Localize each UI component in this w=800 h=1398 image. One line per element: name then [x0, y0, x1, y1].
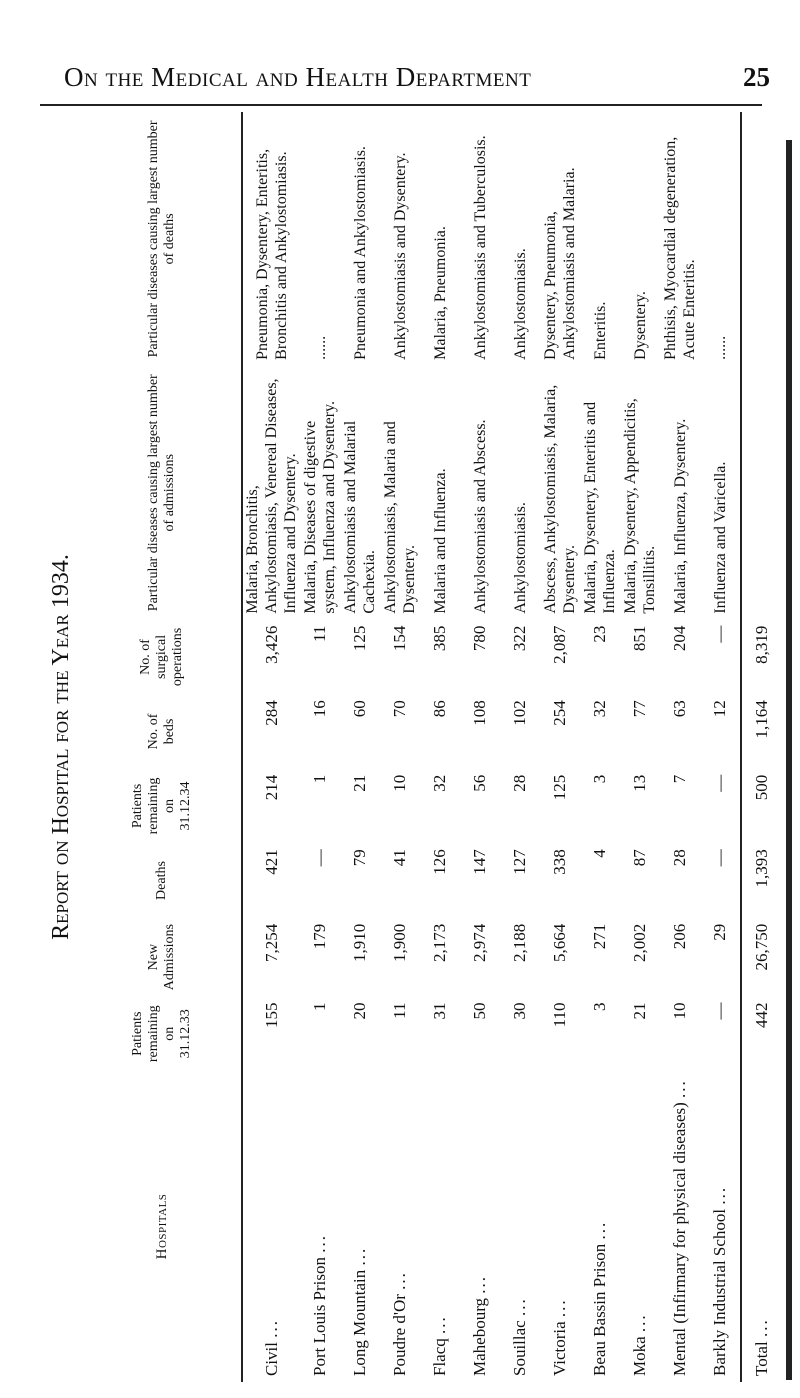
patients-remaining-end-cell [242, 769, 300, 844]
diseases-admissions-cell [420, 366, 460, 620]
new-admissions: 206 [670, 923, 689, 950]
operations-cell [340, 620, 380, 695]
deaths: 79 [350, 849, 369, 867]
deaths-cell [540, 843, 580, 918]
operations: 154 [390, 625, 409, 652]
hospital-name-cell [300, 1071, 340, 1382]
operations: 2,087 [550, 625, 569, 664]
table-body [242, 112, 782, 1382]
deaths-cell [380, 843, 420, 918]
beds: 70 [390, 700, 409, 718]
operations-cell [380, 620, 420, 695]
table-row [660, 112, 700, 1382]
total-admissions: 26,750 [752, 923, 771, 971]
beds: 16 [310, 700, 329, 718]
operations-cell [540, 620, 580, 695]
deaths-cell [580, 843, 620, 918]
total-deaths-cell [741, 843, 782, 918]
hospital-name-cell [540, 1071, 580, 1382]
hospital-name-cell [420, 1071, 460, 1382]
patients-remaining-start: 30 [510, 1002, 529, 1020]
deaths-cell [300, 843, 340, 918]
diseases-deaths-cell [340, 112, 380, 366]
operations-cell [242, 620, 300, 695]
hospital-name-cell [660, 1071, 700, 1382]
col-deaths: Deaths [83, 843, 242, 918]
diseases-admissions: Ankylostomiasis and Abscess. [471, 419, 489, 614]
deaths: 87 [630, 849, 649, 867]
beds-cell [340, 694, 380, 769]
diseases-deaths: Dysentery, Pneumonia, Ankylostomiasis and Malaria. [542, 167, 578, 360]
deaths: 126 [430, 849, 449, 875]
operations: 3,426 [261, 625, 281, 664]
diseases-admissions: Malaria and Influenza. [431, 468, 449, 614]
total-end: 500 [752, 774, 771, 801]
diseases-deaths-cell [660, 112, 700, 366]
patients-remaining-end-cell [580, 769, 620, 844]
new-admissions-cell [580, 918, 620, 997]
new-admissions-cell [380, 918, 420, 997]
dot-leader: ... [350, 1246, 369, 1266]
hospital-name: Beau Bassin Prison [590, 1243, 609, 1376]
dot-leader: ... [710, 1185, 729, 1205]
patients-remaining-end: 125 [550, 774, 569, 801]
operations: 23 [590, 625, 609, 643]
beds: 12 [710, 700, 729, 718]
dot-leader: ... [430, 1315, 449, 1334]
hospital-name-cell [700, 1071, 741, 1382]
deaths-cell [242, 843, 300, 918]
new-admissions-cell [242, 918, 300, 997]
patients-remaining-start: 31 [430, 1002, 449, 1020]
patients-remaining-end: 21 [350, 774, 369, 792]
table-row [340, 112, 380, 1382]
patients-remaining-start: 110 [550, 1002, 569, 1028]
total-start-cell [741, 996, 782, 1071]
patients-remaining-start: 21 [630, 1002, 649, 1020]
dot-leader: ... [590, 1220, 609, 1240]
new-admissions: 2,188 [510, 923, 529, 963]
beds-cell [300, 694, 340, 769]
diseases-deaths-cell [300, 112, 340, 366]
deaths: 421 [261, 849, 281, 875]
new-admissions-cell [540, 918, 580, 997]
hospital-name-cell [242, 1071, 300, 1382]
deaths-cell [500, 843, 540, 918]
deaths-cell [420, 843, 460, 918]
beds: 102 [510, 700, 529, 726]
diseases-admissions: Ankylostomiasis and Malarial Cachexia. [342, 420, 378, 614]
beds-cell [540, 694, 580, 769]
new-admissions: 29 [710, 923, 729, 941]
hospital-name: Souillac [510, 1320, 529, 1376]
new-admissions: 179 [310, 923, 329, 950]
col-hospitals: Hospitals [83, 1071, 242, 1382]
dot-leader: ... [670, 1079, 689, 1098]
new-admissions-cell [340, 918, 380, 997]
page-title: On the Medical and Health Department [64, 62, 532, 92]
patients-remaining-end: 10 [390, 774, 409, 792]
deaths-cell [660, 843, 700, 918]
operations: 11 [310, 625, 329, 643]
hospital-name: Poudre d'Or [390, 1294, 409, 1376]
col-patients-remaining-start: Patients remaining on 31.12.33 [83, 996, 242, 1071]
diseases-admissions-cell [460, 366, 500, 620]
table-row [300, 112, 340, 1382]
patients-remaining-end-cell [460, 769, 500, 844]
patients-remaining-start: 1 [310, 1002, 329, 1011]
col-new-admissions: New Admissions [83, 918, 242, 997]
table-row [500, 112, 540, 1382]
operations-cell [660, 620, 700, 695]
diseases-admissions-cell [500, 366, 540, 620]
dot-leader: ... [261, 1318, 281, 1338]
patients-remaining-start: 10 [670, 1002, 689, 1020]
new-admissions-cell [300, 918, 340, 997]
deaths-cell [340, 843, 380, 918]
diseases-deaths: Pneumonia and Ankylostomiasis. [351, 146, 369, 360]
hospital-statistics-table-container [48, 112, 771, 1382]
new-admissions: 2,974 [470, 923, 489, 963]
deaths: 338 [550, 849, 569, 875]
total-beds: 1,164 [752, 700, 771, 739]
hospital-name-cell [460, 1071, 500, 1382]
operations: 780 [470, 625, 489, 652]
beds-cell [500, 694, 540, 769]
total-operations: 8,319 [752, 625, 771, 664]
patients-remaining-end: 3 [590, 774, 609, 784]
hospital-name-cell [620, 1071, 660, 1382]
patients-remaining-start: 155 [261, 1002, 281, 1028]
hospital-name: Flacq [430, 1338, 449, 1376]
table-row [420, 112, 460, 1382]
deaths: 28 [670, 849, 689, 867]
patients-remaining-end: 56 [470, 774, 489, 792]
beds-cell [380, 694, 420, 769]
patients-remaining-end-cell [540, 769, 580, 844]
col-operations: No. of surgical operations [83, 620, 242, 695]
diseases-admissions-cell [380, 366, 420, 620]
hospital-name: Barkly Industrial School [710, 1208, 729, 1376]
col-patients-remaining-end: Patients remaining on 31.12.34 [83, 769, 242, 844]
patients-remaining-start-cell [580, 996, 620, 1071]
diseases-deaths: Phthisis, Myocardial degeneration, Acute Enteritis. [662, 136, 698, 360]
beds-cell [620, 694, 660, 769]
diseases-admissions: Abscess, Ankylostomiasis, Malaria, Dysentery. [542, 384, 578, 614]
col-diseases-admissions: Particular diseases causing largest number of admissions [83, 366, 242, 620]
patients-remaining-end: — [710, 774, 729, 792]
diseases-deaths-cell [700, 112, 741, 366]
col-beds: No. of beds [83, 694, 242, 769]
operations: 322 [510, 625, 529, 652]
total-start: 442 [752, 1002, 771, 1028]
deaths: 147 [470, 849, 489, 875]
total-deaths: 1,393 [752, 849, 771, 888]
patients-remaining-end: 13 [630, 774, 649, 792]
patients-remaining-start-cell [300, 996, 340, 1071]
diseases-deaths: Pneumonia, Dysentery, Enteritis, Bronchitis and Ankylostomiasis. [253, 148, 290, 360]
patients-remaining-end-cell [500, 769, 540, 844]
table-header-row [83, 112, 242, 1382]
col-diseases-deaths: Particular diseases causing largest number of deaths [83, 112, 242, 366]
beds: 63 [670, 700, 689, 718]
patients-remaining-start-cell [500, 996, 540, 1071]
diseases-admissions: Malaria, Dysentery, Appendicitis, Tonsillitis. [622, 398, 658, 614]
operations-cell [500, 620, 540, 695]
table-row [620, 112, 660, 1382]
dot-leader: ... [310, 1233, 329, 1253]
new-admissions-cell [700, 918, 741, 997]
patients-remaining-start-cell [660, 996, 700, 1071]
table-row [380, 112, 420, 1382]
diseases-admissions-cell [700, 366, 741, 620]
patients-remaining-start-cell [380, 996, 420, 1071]
patients-remaining-start-cell [620, 996, 660, 1071]
dot-leader: ... [510, 1297, 529, 1317]
patients-remaining-end-cell [380, 769, 420, 844]
total-end-cell [741, 769, 782, 844]
diseases-admissions-cell [242, 366, 300, 620]
new-admissions: 2,173 [430, 923, 449, 963]
table-row [242, 112, 300, 1382]
diseases-deaths: Enteritis. [591, 301, 609, 360]
diseases-admissions: Influenza and Varicella. [711, 461, 729, 614]
diseases-admissions-cell [340, 366, 380, 620]
table-row [460, 112, 500, 1382]
operations: 125 [350, 625, 369, 652]
new-admissions-cell [660, 918, 700, 997]
operations-cell [620, 620, 660, 695]
patients-remaining-end: 32 [430, 774, 449, 792]
total-label: Total [752, 1341, 771, 1376]
patients-remaining-end-cell [700, 769, 741, 844]
patients-remaining-start-cell [420, 996, 460, 1071]
diseases-admissions-cell [300, 366, 340, 620]
diseases-admissions: Malaria, Dysentery, Enteritis and Influenza. [582, 401, 618, 614]
operations-cell [580, 620, 620, 695]
new-admissions: 1,900 [390, 923, 409, 963]
diseases-deaths-cell [540, 112, 580, 366]
new-admissions: 5,664 [550, 923, 569, 963]
patients-remaining-end: 1 [310, 774, 329, 784]
new-admissions-cell [420, 918, 460, 997]
diseases-admissions: Ankylostomiasis. [511, 502, 529, 614]
diseases-admissions-cell [540, 366, 580, 620]
deaths-cell [620, 843, 660, 918]
patients-remaining-start: 50 [470, 1002, 489, 1020]
operations: — [710, 625, 729, 643]
diseases-admissions-cell [660, 366, 700, 620]
beds-cell [700, 694, 741, 769]
hospital-name: Port Louis Prison [310, 1256, 329, 1376]
beds-cell [242, 694, 300, 769]
patients-remaining-start: 3 [590, 1002, 609, 1011]
new-admissions: 271 [590, 923, 609, 950]
diseases-deaths: Dysentery. [631, 291, 649, 360]
total-beds-cell [741, 694, 782, 769]
hospital-statistics-table [83, 112, 782, 1382]
hospital-name-cell [580, 1071, 620, 1382]
patients-remaining-end-cell [660, 769, 700, 844]
patients-remaining-end-cell [420, 769, 460, 844]
diseases-deaths: Ankylostomiasis and Dysentery. [391, 152, 409, 360]
diseases-admissions: Ankylostomiasis, Malaria and Dysentery. [382, 421, 418, 614]
operations-cell [420, 620, 460, 695]
patients-remaining-start-cell [700, 996, 741, 1071]
diseases-deaths: Malaria, Pneumonia. [431, 226, 449, 360]
new-admissions-cell [620, 918, 660, 997]
deaths: 41 [390, 849, 409, 867]
patients-remaining-start-cell [540, 996, 580, 1071]
hospital-name: Moka [630, 1336, 649, 1376]
new-admissions-cell [500, 918, 540, 997]
dot-leader: ... [390, 1271, 409, 1290]
diseases-deaths-cell [420, 112, 460, 366]
deaths: — [710, 849, 729, 867]
empty-cell [741, 112, 782, 366]
diseases-admissions-cell [580, 366, 620, 620]
total-label-cell [741, 1071, 782, 1382]
hospital-name-cell [380, 1071, 420, 1382]
beds: 86 [430, 700, 449, 718]
deaths: 127 [510, 849, 529, 875]
beds: 60 [350, 700, 369, 718]
patients-remaining-start: 20 [350, 1002, 369, 1020]
patients-remaining-start-cell [242, 996, 300, 1071]
hospital-name: Victoria [550, 1321, 569, 1376]
new-admissions: 7,254 [261, 923, 281, 963]
new-admissions: 2,002 [630, 923, 649, 963]
patients-remaining-end-cell [620, 769, 660, 844]
beds: 108 [470, 700, 489, 726]
patients-remaining-start-cell [340, 996, 380, 1071]
patients-remaining-end: 28 [510, 774, 529, 792]
diseases-deaths: ...... [711, 335, 729, 360]
diseases-deaths-cell [242, 112, 300, 366]
new-admissions-cell [460, 918, 500, 997]
beds: 32 [590, 700, 609, 718]
deaths: — [310, 849, 329, 867]
patients-remaining-end: 214 [261, 774, 281, 801]
diseases-deaths-cell [460, 112, 500, 366]
diseases-admissions: Malaria, Bronchitis, Ankylostomiasis, Venereal Diseases, Influenza and Dysentery. [244, 378, 299, 614]
dot-leader: ... [630, 1313, 649, 1333]
beds-cell [420, 694, 460, 769]
hospital-name-cell [500, 1071, 540, 1382]
diseases-admissions: Malaria, Diseases of digestive system, Influenza and Dysentery. [302, 400, 338, 614]
patients-remaining-start-cell [460, 996, 500, 1071]
page-edge-bar [786, 140, 792, 1380]
operations: 851 [630, 625, 649, 652]
hospital-name: Long Mountain [350, 1269, 369, 1376]
hospital-name: Mental (Infirmary for physical diseases) [670, 1102, 689, 1376]
hospital-name-cell [340, 1071, 380, 1382]
total-row [741, 112, 782, 1382]
beds-cell [660, 694, 700, 769]
hospital-name: Mahebourg [470, 1297, 489, 1376]
beds: 77 [630, 700, 649, 718]
running-title-rotated: Report on Hospital for the Year 1934. [48, 554, 74, 940]
beds: 284 [261, 700, 281, 726]
patients-remaining-end-cell [340, 769, 380, 844]
diseases-admissions: Malaria, Influenza, Dysentery. [671, 418, 689, 614]
operations-cell [460, 620, 500, 695]
table-row [700, 112, 741, 1382]
dot-leader: ... [550, 1298, 569, 1318]
diseases-deaths-cell [580, 112, 620, 366]
operations: 385 [430, 625, 449, 652]
beds-cell [460, 694, 500, 769]
diseases-deaths-cell [500, 112, 540, 366]
beds: 254 [550, 700, 569, 726]
deaths-cell [700, 843, 741, 918]
patients-remaining-start: 11 [390, 1002, 409, 1019]
patients-remaining-end: 7 [670, 774, 689, 784]
operations-cell [300, 620, 340, 695]
deaths-cell [460, 843, 500, 918]
diseases-deaths: Ankylostomiasis. [511, 248, 529, 360]
patients-remaining-start: — [710, 1002, 729, 1020]
new-admissions: 1,910 [350, 923, 369, 963]
diseases-admissions-cell [620, 366, 660, 620]
deaths: 4 [590, 849, 609, 858]
empty-cell [741, 366, 782, 620]
dot-leader: ... [470, 1274, 489, 1294]
total-admissions-cell [741, 918, 782, 997]
operations-cell [700, 620, 741, 695]
diseases-deaths-cell [620, 112, 660, 366]
diseases-deaths-cell [380, 112, 420, 366]
diseases-deaths: ...... [311, 335, 329, 360]
table-row [540, 112, 580, 1382]
operations: 204 [670, 625, 689, 652]
diseases-deaths: Ankylostomiasis and Tuberculosis. [471, 135, 489, 360]
dot-leader: ... [752, 1318, 771, 1338]
patients-remaining-end-cell [300, 769, 340, 844]
page-number: 25 [743, 62, 770, 92]
total-operations-cell [741, 620, 782, 695]
table-row [580, 112, 620, 1382]
beds-cell [580, 694, 620, 769]
hospital-name: Civil [261, 1341, 281, 1376]
